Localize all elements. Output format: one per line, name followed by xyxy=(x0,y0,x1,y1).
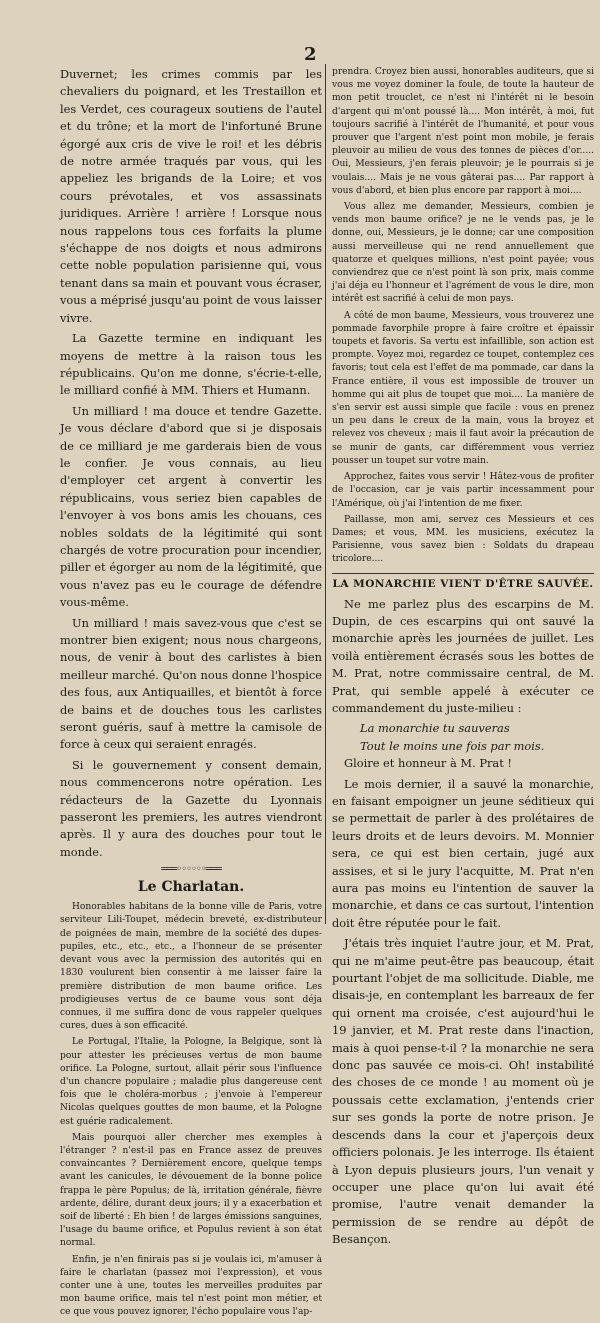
paragraph-hospice: Un milliard ! mais savez-vous que c'est se montrer bien exigent; nous nous chargeons, nous, de venir à bout des carlistes à bien meilleur marché. Qu'on nous donne l'hospice des fous, aux Antiquailles, et bientôt à force de bains et de douches tous les carlistes seront guéris, sauf à mettre la camisole de force à ceux qui seraient enragés. xyxy=(60,615,322,752)
left-column xyxy=(60,66,322,1323)
verse-line-2: Tout le moins une fois par mois. xyxy=(360,738,545,753)
paragraph-gazette-milliard: La Gazette termine en indiquant les moyens de mettre à la raison tous les républicains. Qu'on me donne, s'écrie-t-elle, le milliard confié à MM. Thiers et Humann. xyxy=(60,331,322,398)
paragraph-mois-dernier: Le mois dernier, il a sauvé la monarchie, en faisant empoigner un jeune séditieux qui se permettait de parler à des prolétaires de leurs droits et de leurs devoirs. M. Monnier sera, ce qui est bien certain, jugé aux assises, et si le jury l'acquitte, M. Prat n'en aura pas moins eu l'intention de sauver la monarchie, et dans ce cas surtout, l'intention doit être réputée pour le fait. xyxy=(332,776,594,930)
column-divider xyxy=(325,64,326,924)
charlatan-paragraph-1: Honorables habitans de la bonne ville de Paris, votre serviteur Lili-Toupet, médecin breveté, ex-distributeur de poignées de main, membre de la société des dupes-pupiles, etc., etc., etc., a l'honneur de se présenter devant vous avec la permission des autorités qui en 1830 voulurent bien consentir à me laisser faire la première distribution de mon baume orifice. Les prodigieuses vertus de ce baume vous sont déja connues, il me suffira donc de vous rappeler quelques cures, dues à son efficacité. xyxy=(60,902,322,1032)
charlatan-paragraph-8: Approchez, faites vous servir ! Hâtez-vous de profiter de l'occasion, car je vais partir incessamment pour l'Amérique, où j'ai l'intention de me fixer. xyxy=(332,472,594,509)
charlatan-paragraph-3: Mais pourquoi aller chercher mes exemples à l'étranger ? n'est-il pas en France assez de preuves convaincantes ? Dernièrement encore, quelque temps avant les canicules, le dévouement de la bonne police frappa le père Populus; de là, irritation générale, fièvre ardente, délire, durant deux jours; il y a exacerbation et soif de liberté : Eh bien ! de larges émissions sanguines, l'usage du baume orifice, et Populus revient à son état normal. xyxy=(60,1132,322,1249)
section-rule xyxy=(332,573,594,574)
charlatan-paragraph-7: A côté de mon baume, Messieurs, vous trouverez une pommade favorphile propre à faire croître et épaissir toupets et favoris. Sa vertu est infaillible, son action est prompte. Voyez moi, regardez ce toupet, contemplez ces favoris; tout cela est l'effet de ma pommade, car dans la France entière, il vous est impossible de trouver un homme qui ait plus de toupet que moi.... La manière de s'en servir est aussi simple que facile : vous en prenez un peu dans le creux de la main, vous la broyez et relevez vos cheveux ; mais il faut avoir la précaution de se munir de gants, car différemment vous verriez pousser un toupet sur votre main. xyxy=(332,310,594,466)
verse-line-1: La monarchie tu sauveras xyxy=(360,721,510,736)
charlatan-paragraph-5: prendra. Croyez bien aussi, honorables auditeurs, que si vous me voyez dominer la foule, de toute la hauteur de mon petit trouclet, ce n'est ni l'intérêt ni le besoin d'argent qui m'ont poussé là.... Mon intérêt, à moi, fut toujours sacrifié à l'intérêt de l'humanité, et pour vous prouver que l'argent n'est point mon mobile, je ferais pleuvoir au milieu de vous des tonnes de pièces d'or..... Oui, Messieurs, j'en ferais pleuvoir; je le pourrais si je voulais.... Mais je ne vous gâterai pas.... Par rapport à vous d'abord, et bien plus encore par rapport à moi.... xyxy=(332,67,594,196)
article-heading-monarchie: LA MONARCHIE VIENT D'ÊTRE SAUVÉE. xyxy=(332,577,594,590)
charlatan-paragraph-2: Le Portugal, l'Italie, la Pologne, la Belgique, sont là pour attester les précieuses vertus de mon baume orifice. La Pologne, surtout, allait périr sous l'influence d'un chancre populaire ; maladie plus dangereuse cent fois que le choléra-morbus ; j'envoie à l'empereur Nicolas quelques gouttes de mon baume, et la Pologne est guérie radicalement. xyxy=(60,1037,322,1127)
right-column xyxy=(332,66,594,1252)
charlatan-paragraph-9: Paillasse, mon ami, servez ces Messieurs et ces Dames; et vous, MM. les musiciens, exécutez la Parisienne, vous savez bien : Soldats du drapeau tricolore.... xyxy=(332,514,594,565)
article-heading-charlatan: Le Charlatan. xyxy=(137,879,245,896)
paragraph-brigands: Duvernet; les crimes commis par les chevaliers du poignard, et les Trestaillon et les Verdet, ces courageux soutiens de l'autel et du trône; et la mort de l'infortuné Brune égorgé aux cris de vive le roi! et les débris de notre armée traqués par vous, qui les appeliez les brigands de la Loire; et vos cours prévotales, et vos assassinats juridiques. Arrière ! arrière ! Lorsque nous nous rappelons tous ces forfaits la plume s'échappe de nos doigts et nous admirons cette noble population parisienne qui, vous tenant dans sa main et pouvant vous écraser, vous a méprisé jusqu'au point de vous laisser vivre. xyxy=(60,67,322,325)
page-number: 2 xyxy=(304,44,317,65)
paragraph-milliard-reply: Un milliard ! ma douce et tendre Gazette. Je vous déclare d'abord que si je disposais de ce milliard je me garderais bien de vous le confier. Je vous connais, au lieu d'employer cet argent à convertir les républicains, vous seriez bien capables de l'envoyer à vos bons amis les chouans, ces nobles soldats de la légitimité qui sont chargés de votre procuration pour incendier, piller et égorger au nom de la légitimité, que vous n'avez pas eu le courage de défendre vous-même. xyxy=(60,403,322,610)
charlatan-paragraph-6: Vous allez me demander, Messieurs, combien je vends mon baume orifice? je ne le vends pas, je le donne, oui, Messieurs, je le donne; car une composition aussi merveilleuse qui ne rend annuellement que quatorze et quelques millions, n'est point payée; vous conviendrez que ce n'est point là son prix, mais comme j'ai déja eu l'honneur et l'agrément de vous le dire, mon intérêt est sacrifié à celui de mon pays. xyxy=(332,202,594,305)
paragraph-gloire: Gloire et honneur à M. Prat ! xyxy=(344,756,512,771)
paragraph-douches: Si le gouvernement y consent demain, nous commencerons notre opération. Les rédacteurs de la Gazette du Lyonnais passeront les premiers, les autres viendront après. Il y aura des douches pour tout le monde. xyxy=(60,757,322,859)
charlatan-paragraph-4: Enfin, je n'en finirais pas si je voulais ici, m'amuser à faire le charlatan (passez moi l'expression), et vous conter une à une, toutes les merveilles produites par mon baume orifice, mais tel n'est point mon métier, et ce que vous pouvez ignorer, l'écho populaire vous l'ap- xyxy=(60,1254,322,1318)
paragraph-inquiet: J'étais très inquiet l'autre jour, et M. Prat, qui ne m'aime peut-être pas beaucoup, était pourtant l'objet de ma sollicitude. Diable, me disais-je, en contemplant les barreaux de fer qui ornent ma croisée, c'est aujourd'hui le 19 janvier, et M. Prat reste dans l'inaction, mais à quoi pense-t-il ? la monarchie ne sera donc pas sauvée ce mois-ci. Oh! instabilité des choses de ce monde ! au moment où je poussais cette exclamation, j'entends crier sur ses gonds la porte de notre prison. Je descends dans la cour et j'aperçois deux officiers polonais. Je les interroge. Ils étaient à Lyon depuis plusieurs jours, l'un venait y occuper une place qu'on lui avait été promise, l'autre venait demander la permission de se rendre au dépôt de Besançon. xyxy=(332,936,594,1247)
paragraph-escarpins: Ne me parlez plus des escarpins de M. Dupin, de ces escarpins qui ont sauvé la monarchie après les journées de juillet. Les voilà entièrement écrasés sous les bottes de M. Prat, notre commissaire central, de M. Prat, qui semble appelé à exécuter ce commandement du juste-milieu : xyxy=(332,596,594,715)
section-ornament: ═══◦◦◦◦◦◦═══ xyxy=(161,864,221,876)
